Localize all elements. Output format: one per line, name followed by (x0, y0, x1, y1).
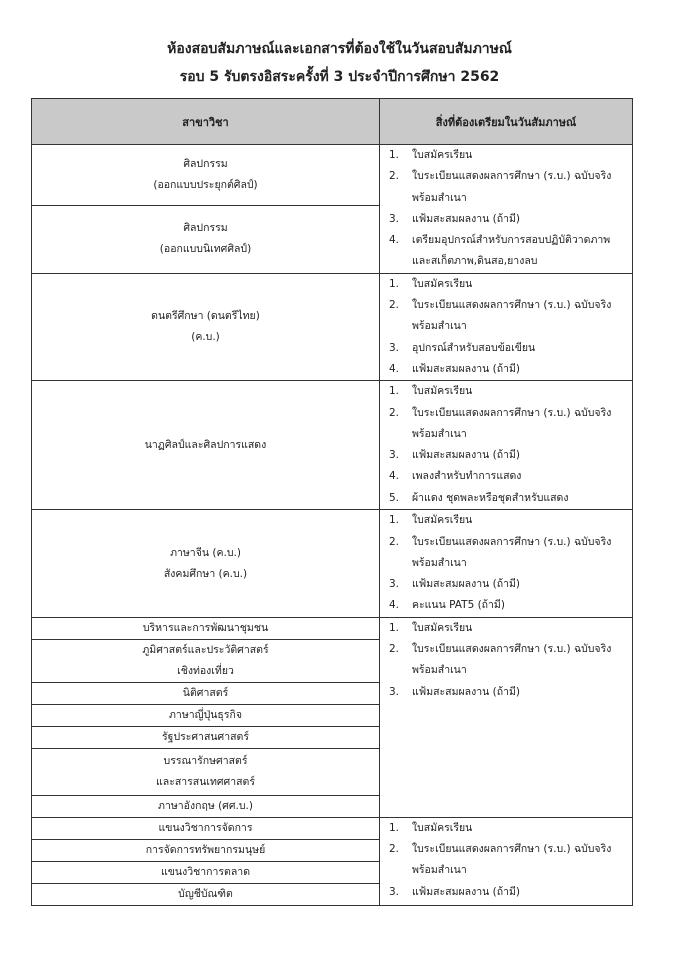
item-number: 2. (389, 406, 400, 419)
requirement-item (386, 209, 632, 230)
requirement-item (386, 445, 632, 466)
subject-cell (32, 748, 380, 795)
column-header-subject: สาขาวิชา (32, 99, 380, 145)
item-number: 1. (389, 514, 400, 527)
item-number: 2. (389, 843, 400, 856)
requirement-item (386, 639, 632, 682)
item-text-continuation: และสเก็ตภาพ,ดินสอ,ยางลบ (412, 255, 538, 268)
requirement-item (386, 595, 632, 616)
item-number: 2. (389, 535, 400, 548)
subject-cell (32, 381, 380, 510)
requirement-item (386, 145, 632, 166)
interview-requirements-table (31, 98, 633, 906)
subject-cell (32, 795, 380, 817)
column-header-items: สิ่งที่ต้องเตรียมในวันสัมภาษณ์ (380, 99, 633, 145)
requirements-cell (380, 817, 633, 905)
requirement-item (386, 381, 632, 402)
item-text: แฟ้มสะสมผลงาน (ถ้ามี) (412, 212, 520, 225)
subject-name: บริหารและการพัฒนาชุมชน (142, 621, 269, 634)
subject-name: นิติศาสตร์ (182, 686, 229, 699)
subject-detail: (ออกแบบนิเทศศิลป์) (159, 243, 252, 256)
requirement-item (386, 338, 632, 359)
item-text: แฟ้มสะสมผลงาน (ถ้ามี) (412, 449, 520, 462)
item-text: แฟ้มสะสมผลงาน (ถ้ามี) (412, 362, 520, 375)
subject-name: ภาษาอังกฤษ (ศศ.บ.) (158, 799, 253, 812)
requirements-cell (380, 273, 633, 380)
item-number: 3. (389, 449, 400, 462)
requirement-item (386, 839, 632, 882)
item-text: ผ้าแดง ชุดพละหรือชุดสำหรับแสดง (412, 491, 569, 504)
table-row (32, 510, 633, 617)
table-row (32, 617, 633, 639)
item-text: เพลงสำหรับทำการแสดง (412, 470, 522, 483)
item-number: 1. (389, 621, 400, 634)
requirement-item (386, 882, 632, 903)
subject-detail: และสารสนเทศศาสตร์ (156, 775, 255, 788)
requirements-list (386, 510, 632, 616)
subject-cell (32, 617, 380, 639)
item-number: 5. (389, 491, 400, 504)
item-number: 4. (389, 599, 400, 612)
requirements-cell (380, 617, 633, 817)
requirement-item (386, 403, 632, 446)
requirement-item (386, 488, 632, 509)
item-number: 4. (389, 362, 400, 375)
subject-cell (32, 704, 380, 726)
requirements-list (386, 381, 632, 509)
subject-name: ภาษาจีน (ค.บ.) (170, 546, 241, 559)
requirements-cell (380, 145, 633, 274)
item-text-continuation: พร้อมสำเนา (412, 664, 467, 677)
subject-cell (32, 510, 380, 617)
item-number: 4. (389, 470, 400, 483)
item-text: ใบสมัครเรียน (412, 514, 473, 527)
subject-name: นาฏศิลป์และศิลปการแสดง (144, 438, 267, 451)
item-number: 4. (389, 234, 400, 247)
item-text: ใบระเบียนแสดงผลการศึกษา (ร.บ.) ฉบับจริง (412, 299, 612, 312)
item-text: ใบสมัครเรียน (412, 821, 473, 834)
subject-detail: สังคมศึกษา (ค.บ.) (163, 567, 248, 580)
requirements-list (386, 618, 632, 703)
subject-detail: เชิงท่องเที่ยว (177, 664, 234, 677)
item-text-continuation: พร้อมสำเนา (412, 427, 467, 440)
subject-cell (32, 861, 380, 883)
item-number: 2. (389, 643, 400, 656)
item-text: ใบระเบียนแสดงผลการศึกษา (ร.บ.) ฉบับจริง (412, 643, 612, 656)
item-number: 2. (389, 299, 400, 312)
subject-name: ภาษาญี่ปุ่นธุรกิจ (169, 708, 242, 721)
subject-name: การจัดการทรัพยากรมนุษย์ (145, 843, 266, 856)
requirement-item (386, 618, 632, 639)
item-text: ใบระเบียนแสดงผลการศึกษา (ร.บ.) ฉบับจริง (412, 406, 612, 419)
item-number: 1. (389, 821, 400, 834)
requirements-cell (380, 510, 633, 617)
item-number: 2. (389, 170, 400, 183)
subject-cell (32, 639, 380, 682)
item-number: 3. (389, 341, 400, 354)
item-number: 3. (389, 578, 400, 591)
subject-name: แขนงวิชาการจัดการ (158, 821, 253, 834)
requirement-item (386, 295, 632, 338)
subject-cell (32, 145, 380, 206)
subject-name: บรรณารักษศาสตร์ (163, 754, 248, 767)
table-row (32, 273, 633, 380)
item-text: เตรียมอุปกรณ์สำหรับการสอบปฏิบัติวาดภาพ (412, 234, 611, 247)
document-subtitle: รอบ 5 รับตรงอิสระครั้งที่ 3 ประจำปีการศึกษา 2562 (179, 69, 500, 85)
subject-detail: (ค.บ.) (191, 331, 220, 344)
subject-cell (32, 273, 380, 380)
item-text: แฟ้มสะสมผลงาน (ถ้ามี) (412, 885, 520, 898)
requirements-list (386, 818, 632, 903)
item-text-continuation: พร้อมสำเนา (412, 556, 467, 569)
item-text: ใบระเบียนแสดงผลการศึกษา (ร.บ.) ฉบับจริง (412, 170, 612, 183)
item-number: 1. (389, 385, 400, 398)
requirement-item (386, 818, 632, 839)
subject-cell (32, 817, 380, 839)
subject-name: แขนงวิชาการตลาด (160, 865, 251, 878)
item-text: ใบระเบียนแสดงผลการศึกษา (ร.บ.) ฉบับจริง (412, 843, 612, 856)
requirements-list (386, 274, 632, 380)
requirement-item (386, 574, 632, 595)
subject-name: รัฐประศาสนศาสตร์ (162, 730, 249, 743)
requirement-item (386, 166, 632, 209)
table-body (32, 145, 633, 906)
item-number: 1. (389, 149, 400, 161)
item-text-continuation: พร้อมสำเนา (412, 191, 467, 204)
subject-cell (32, 883, 380, 905)
item-number: 3. (389, 685, 400, 698)
requirement-item (386, 682, 632, 703)
subject-name: ศิลปกรรม (183, 157, 228, 170)
subject-name: ศิลปกรรม (183, 222, 228, 235)
requirement-item (386, 359, 632, 380)
item-text: แฟ้มสะสมผลงาน (ถ้ามี) (412, 578, 520, 591)
subject-name: บัญชีบัณฑิต (178, 887, 233, 900)
subject-name: ดนตรีศึกษา (ดนตรีไทย) (151, 310, 260, 323)
subject-name: ภูมิศาสตร์และประวัติศาสตร์ (142, 643, 269, 656)
subject-cell (32, 726, 380, 748)
requirements-list (386, 145, 632, 273)
item-text-continuation: พร้อมสำเนา (412, 320, 467, 333)
subject-detail: (ออกแบบประยุกต์ศิลป์) (153, 178, 258, 191)
item-text: แฟ้มสะสมผลงาน (ถ้ามี) (412, 685, 520, 698)
item-text: ใบระเบียนแสดงผลการศึกษา (ร.บ.) ฉบับจริง (412, 535, 612, 548)
item-text: ใบสมัครเรียน (412, 149, 473, 161)
subject-cell (32, 682, 380, 704)
item-text: ใบสมัครเรียน (412, 385, 473, 398)
requirement-item (386, 274, 632, 295)
item-number: 1. (389, 277, 400, 290)
table-row (32, 817, 633, 839)
table-row (32, 145, 633, 206)
subject-cell (32, 205, 380, 273)
subject-cell (32, 839, 380, 861)
requirements-cell (380, 381, 633, 510)
item-text: อุปกรณ์สำหรับสอบข้อเขียน (412, 341, 536, 354)
item-text: ใบสมัครเรียน (412, 621, 473, 634)
item-text-continuation: พร้อมสำเนา (412, 864, 467, 877)
table-header-row (32, 99, 633, 145)
document-title: ห้องสอบสัมภาษณ์และเอกสารที่ต้องใช้ในวันสอบสัมภาษณ์ (167, 41, 512, 57)
item-number: 3. (389, 885, 400, 898)
requirement-item (386, 510, 632, 531)
requirement-item (386, 532, 632, 575)
item-text: ใบสมัครเรียน (412, 277, 473, 290)
table-row (32, 381, 633, 510)
requirement-item (386, 230, 632, 273)
requirement-item (386, 466, 632, 487)
item-text: คะแนน PAT5 (ถ้ามี) (412, 599, 505, 612)
item-number: 3. (389, 212, 400, 225)
